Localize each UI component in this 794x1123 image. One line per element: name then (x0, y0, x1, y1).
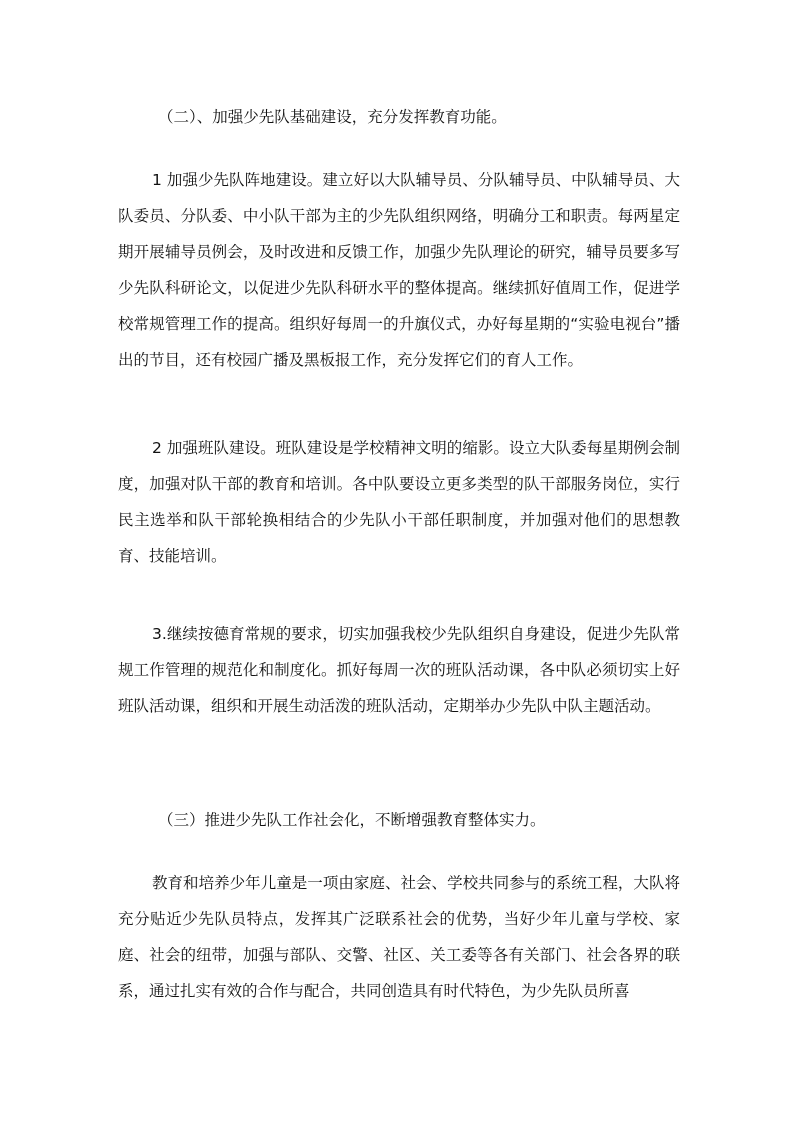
section-heading-3: （三）推进少先队工作社会化，不断增强教育整体实力。 (158, 811, 546, 829)
paragraph-position-building: 1 加强少先队阵地建设。建立好以大队辅导员、分队辅导员、中队辅导员、大队委员、分队委、中小队干部为主的少先队组织网络，明确分工和职责。每两星定期开展辅导员例会，及时改进和反馈工作，加强少先队理论的研究，辅导员要多写少先队科研论文，以促进少先队科研水平的整体提高。继续抓好值周工作，促进学校常规管理工作的提高。组织好每周一的升旗仪式，办好每星期的“实验电视台”播出的节目，还有校园广播及黑板报工作，充分发挥它们的育人工作。 (118, 171, 680, 369)
paragraph-socialization: 教育和培养少年儿童是一项由家庭、社会、学校共同参与的系统工程，大队将充分贴近少先队员特点，发挥其广泛联系社会的优势，当好少年儿童与学校、家庭、社会的纽带，加强与部队、交警、社区、关工委等各有关部门、社会各界的联系，通过扎实有效的合作与配合，共同创造具有时代特色，为少先队员所喜 (118, 874, 680, 1000)
section-heading-2: （二）、加强少先队基础建设，充分发挥教育功能。 (158, 108, 507, 126)
paragraph-moral-routine: 3.继续按德育常规的要求，切实加强我校少先队组织自身建设，促进少先队常规工作管理的规范化和制度化。抓好每周一次的班队活动课，各中队必须切实上好班队活动课，组织和开展生动活泼的班队活动，定期举办少先队中队主题活动。 (118, 625, 680, 715)
paragraph-class-team-building: 2 加强班队建设。班队建设是学校精神文明的缩影。设立大队委每星期例会制度，加强对队干部的教育和培训。各中队要设立更多类型的队干部服务岗位，实行民主选举和队干部轮换相结合的少先队小干部任职制度，并加强对他们的思想教育、技能培训。 (118, 439, 680, 565)
